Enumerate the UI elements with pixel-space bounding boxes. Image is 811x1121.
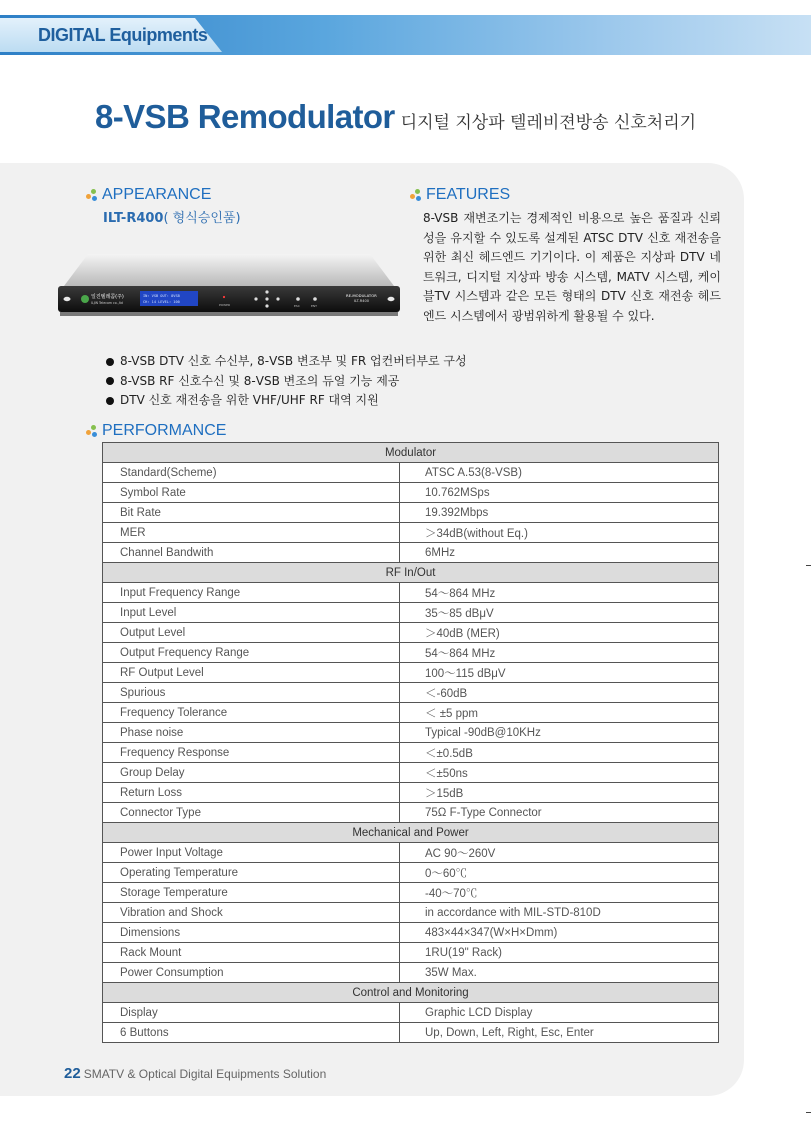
product-title: 8-VSB Remodulator <box>95 98 395 135</box>
table-row <box>103 763 719 783</box>
spec-value: AC 90～260V <box>400 843 719 863</box>
category-title: DIGITAL Equipments <box>38 25 208 45</box>
device-esc-label: ESC <box>294 304 300 308</box>
table-row <box>103 523 719 543</box>
spec-value: 75Ω F-Type Connector <box>400 803 719 823</box>
footer-text: SMATV & Optical Digital Equipments Solution <box>83 1067 327 1081</box>
group-title: Mechanical and Power <box>103 823 719 843</box>
spec-label: Operating Temperature <box>103 863 400 883</box>
button-esc-icon <box>296 297 300 301</box>
table-row <box>103 723 719 743</box>
spec-value: 0～60℃ <box>400 863 719 883</box>
spec-label: Frequency Response <box>103 743 400 763</box>
spec-value: ＜ ±5 ppm <box>400 703 719 723</box>
spec-label: Bit Rate <box>103 503 400 523</box>
feature-bullet <box>106 391 467 411</box>
device-knob-label: POWER <box>219 303 231 307</box>
table-row <box>103 843 719 863</box>
table-row <box>103 903 719 923</box>
spec-value: Graphic LCD Display <box>400 1003 719 1023</box>
spec-value: -40～70℃ <box>400 883 719 903</box>
button-up-icon <box>265 290 268 293</box>
feature-bullet <box>106 372 467 392</box>
device-product-line2: ILT-R400 <box>354 299 370 303</box>
table-row <box>103 943 719 963</box>
spec-value: ＜±0.5dB <box>400 743 719 763</box>
spec-value: ＞15dB <box>400 783 719 803</box>
crop-mark <box>806 565 811 566</box>
power-led-icon <box>223 296 225 298</box>
spec-value: 19.392Mbps <box>400 503 719 523</box>
table-row <box>103 1023 719 1043</box>
table-row <box>103 1003 719 1023</box>
model-note: ( 형식승인품) <box>163 211 241 226</box>
spec-value: ＞40dB (MER) <box>400 623 719 643</box>
spec-value: 6MHz <box>400 543 719 563</box>
spec-value: 35W Max. <box>400 963 719 983</box>
bullet-dot-icon <box>106 397 114 405</box>
feature-bullet-text: 8-VSB DTV 신호 수신부, 8-VSB 변조부 및 FR 업컨버터부로 구성 <box>120 354 467 368</box>
spec-label: Display <box>103 1003 400 1023</box>
performance-heading <box>86 422 226 440</box>
device-product-line1: RE-MODULATOR <box>346 293 377 298</box>
product-subtitle: 디지털 지상파 텔레비젼방송 신호처리기 <box>400 113 697 133</box>
button-left-icon <box>254 297 257 300</box>
spec-label: Return Loss <box>103 783 400 803</box>
spec-label: Output Frequency Range <box>103 643 400 663</box>
appearance-heading-text: APPEARANCE <box>102 186 212 203</box>
spec-label: 6 Buttons <box>103 1023 400 1043</box>
spec-value: 54～864 MHz <box>400 643 719 663</box>
spec-value: 35～85 dBμV <box>400 603 719 623</box>
spec-label: Power Consumption <box>103 963 400 983</box>
table-group-row <box>103 563 719 583</box>
spec-label: Standard(Scheme) <box>103 463 400 483</box>
group-title: Control and Monitoring <box>103 983 719 1003</box>
button-right-icon <box>276 297 279 300</box>
spec-value: 100～115 dBμV <box>400 663 719 683</box>
spec-value: in accordance with MIL-STD-810D <box>400 903 719 923</box>
spec-value: Up, Down, Left, Right, Esc, Enter <box>400 1023 719 1043</box>
spec-label: Storage Temperature <box>103 883 400 903</box>
bullet-dots-icon <box>86 425 100 437</box>
performance-heading-text: PERFORMANCE <box>102 422 227 439</box>
table-row <box>103 803 719 823</box>
features-heading <box>410 186 510 204</box>
spec-value: Typical -90dB@10KHz <box>400 723 719 743</box>
spec-label: Dimensions <box>103 923 400 943</box>
spec-label: Symbol Rate <box>103 483 400 503</box>
spec-label: Input Frequency Range <box>103 583 400 603</box>
spec-label: Channel Bandwith <box>103 543 400 563</box>
spec-label: Vibration and Shock <box>103 903 400 923</box>
group-title: RF In/Out <box>103 563 719 583</box>
features-heading-text: FEATURES <box>426 186 511 203</box>
table-row <box>103 643 719 663</box>
table-row <box>103 603 719 623</box>
rack-ear-left <box>64 297 71 301</box>
bullet-dot-icon <box>106 358 114 366</box>
page-number: 22 <box>64 1065 81 1082</box>
brand-logo-icon <box>81 295 89 303</box>
spec-label: Phase noise <box>103 723 400 743</box>
bullet-dots-icon <box>410 189 424 201</box>
spec-label: Input Level <box>103 603 400 623</box>
button-center-icon <box>265 297 268 300</box>
model-label <box>103 207 241 226</box>
bullet-dots-icon <box>86 189 100 201</box>
table-group-row <box>103 983 719 1003</box>
performance-table <box>102 442 719 1043</box>
page-title <box>95 98 696 136</box>
table-row <box>103 923 719 943</box>
table-row <box>103 883 719 903</box>
spec-value: 10.762MSps <box>400 483 719 503</box>
device-lcd-line2: CH: 14 LEVEL: 100 <box>143 300 180 304</box>
device-top <box>64 254 394 286</box>
spec-label: MER <box>103 523 400 543</box>
page-footer <box>64 1065 326 1082</box>
device-base <box>60 312 398 316</box>
spec-label: RF Output Level <box>103 663 400 683</box>
feature-bullet-text: DTV 신호 재전송을 위한 VHF/UHF RF 대역 지원 <box>120 393 379 407</box>
table-row <box>103 683 719 703</box>
bullet-dot-icon <box>106 377 114 385</box>
table-group-row <box>103 443 719 463</box>
group-title: Modulator <box>103 443 719 463</box>
spec-value: ATSC A.53(8-VSB) <box>400 463 719 483</box>
table-row <box>103 963 719 983</box>
spec-value: 54～864 MHz <box>400 583 719 603</box>
button-enter-icon <box>313 297 317 301</box>
table-row <box>103 703 719 723</box>
device-lcd-line1: IN: VSB OUT: 8VSB <box>143 294 180 298</box>
device-image <box>58 252 400 344</box>
spec-value: 483×44×347(W×H×Dmm) <box>400 923 719 943</box>
spec-value: ＜±50ns <box>400 763 719 783</box>
device-ent-label: ENT <box>311 304 317 308</box>
button-down-icon <box>265 304 268 307</box>
spec-label: Power Input Voltage <box>103 843 400 863</box>
feature-bullet-text: 8-VSB RF 신호수신 및 8-VSB 변조의 듀얼 기능 제공 <box>120 373 400 388</box>
spec-label: Output Level <box>103 623 400 643</box>
table-row <box>103 483 719 503</box>
table-row <box>103 663 719 683</box>
spec-label: Rack Mount <box>103 943 400 963</box>
table-group-row <box>103 823 719 843</box>
rack-ear-right <box>388 297 395 301</box>
features-description: 8-VSB 재변조기는 경제적인 비용으로 높은 품질과 신뢰성을 유지할 수 있도록 설계된 ATSC DTV 신호 재전송을 위한 최신 헤드엔드 기기이다. 이 제품은 지상파 DTV 네트워크, 디지털 지상파 방송 시스템, MATV 시스템, 케이블TV 시스템과 같은 모든 형태의 DTV 신호 재전송 헤드엔드 시스템에서 광범위하게 활용될 수 있다. <box>423 211 721 323</box>
table-row <box>103 503 719 523</box>
table-row <box>103 463 719 483</box>
table-row <box>103 543 719 563</box>
feature-bullet <box>106 352 467 372</box>
table-row <box>103 783 719 803</box>
model-name: ILT-R400 <box>103 211 164 226</box>
spec-value: 1RU(19" Rack) <box>400 943 719 963</box>
table-row <box>103 623 719 643</box>
spec-value: ＞34dB(without Eq.) <box>400 523 719 543</box>
device-brand-en: ILJIN Telecom co.,ltd <box>91 301 123 305</box>
spec-label: Connector Type <box>103 803 400 823</box>
feature-bullet-list <box>106 352 467 411</box>
device-brand: 일진텔레콤(주) <box>91 294 124 300</box>
crop-mark <box>806 1112 811 1113</box>
spec-label: Group Delay <box>103 763 400 783</box>
table-row <box>103 743 719 763</box>
table-row <box>103 863 719 883</box>
table-row <box>103 583 719 603</box>
spec-value: ＜-60dB <box>400 683 719 703</box>
appearance-heading <box>86 186 211 204</box>
spec-label: Frequency Tolerance <box>103 703 400 723</box>
spec-label: Spurious <box>103 683 400 703</box>
